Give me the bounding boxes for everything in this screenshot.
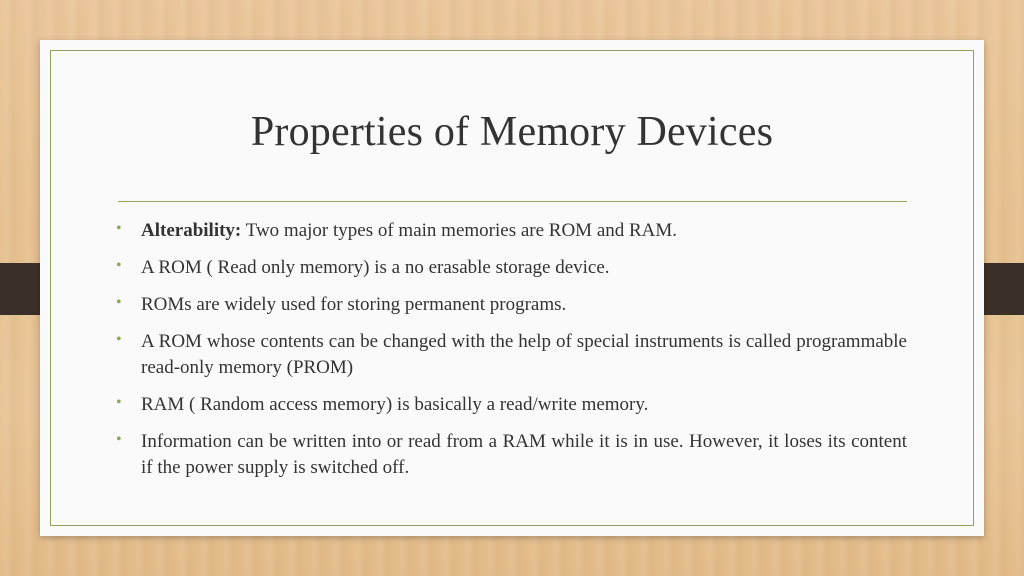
bullet-icon: • <box>116 257 122 274</box>
bullet-icon: • <box>116 394 122 411</box>
bullet-text: Information can be written into or read from a RAM while it is in use. However, it loses its content if the power supply is switched off. <box>141 431 907 478</box>
bullet-icon: • <box>116 220 122 237</box>
bullet-text: RAM ( Random access memory) is basically a read/write memory. <box>141 394 649 415</box>
list-item <box>116 255 907 281</box>
title-divider <box>118 201 907 202</box>
list-item <box>116 392 907 418</box>
list-item <box>116 429 907 481</box>
list-item <box>116 329 907 381</box>
slide-canvas <box>40 40 984 536</box>
list-item <box>116 218 907 244</box>
list-item <box>116 292 907 318</box>
bullet-bold-term: Alterability: <box>141 220 242 241</box>
bullet-icon: • <box>116 294 122 311</box>
bullet-text: ROMs are widely used for storing permanent programs. <box>141 294 567 315</box>
bullet-text: A ROM ( Read only memory) is a no erasable storage device. <box>141 257 610 278</box>
slide-title: Properties of Memory Devices <box>250 109 774 155</box>
bullet-icon: • <box>116 331 122 348</box>
bullet-icon: • <box>116 431 122 448</box>
bullet-text: A ROM whose contents can be changed with the help of special instruments is called programmable read-only memory (PROM) <box>141 331 907 378</box>
bullet-list <box>116 218 907 492</box>
bullet-text: Two major types of main memories are ROM and RAM. <box>241 220 678 241</box>
